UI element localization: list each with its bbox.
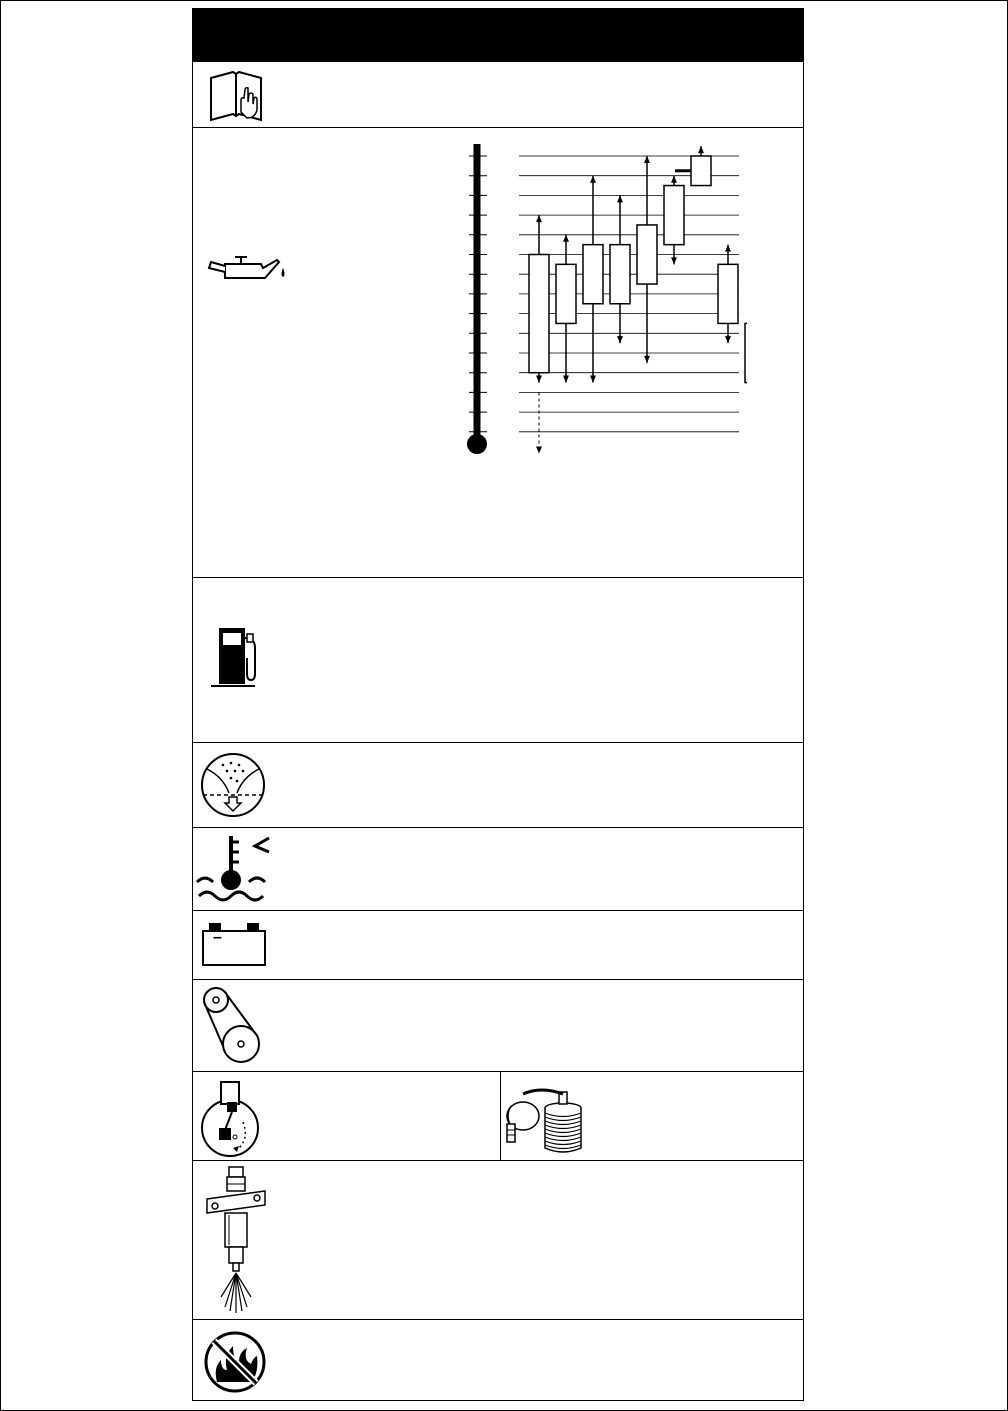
fuel-pump-icon — [211, 622, 259, 690]
maintenance-table — [192, 8, 804, 1401]
range-arrow-head — [590, 376, 596, 383]
range-box — [691, 156, 711, 186]
viscosity-chart — [457, 134, 747, 464]
range-box — [745, 323, 747, 382]
manual-hand-icon — [207, 68, 265, 122]
range-arrow-head — [725, 245, 731, 252]
no-flame-icon — [203, 1330, 267, 1394]
range-box — [718, 264, 738, 323]
section-battery — [193, 910, 803, 979]
range-open-end-arrow — [536, 447, 542, 454]
section-injector — [193, 1160, 803, 1319]
air-cleaner-icon — [501, 1082, 591, 1160]
section-valve-and-air-cleaner — [193, 1071, 803, 1160]
range-box — [529, 255, 549, 373]
range-arrow-head — [644, 356, 650, 363]
range-box — [610, 245, 630, 304]
battery-minus-sign: – — [213, 929, 222, 946]
section-fuel-filter — [193, 742, 803, 827]
range-arrow-head — [563, 376, 569, 383]
range-arrow-head — [725, 336, 731, 343]
range-arrow-head — [617, 195, 623, 202]
fuel-filter-icon — [199, 751, 267, 819]
range-arrow-head — [536, 215, 542, 222]
section-operators-manual — [193, 61, 803, 127]
injector-spray-icon — [203, 1165, 269, 1315]
thermometer-bulb — [467, 434, 487, 454]
range-arrow-head — [563, 235, 569, 242]
range-box — [637, 225, 657, 284]
range-arrow-head — [644, 156, 650, 163]
range-arrow-head — [671, 176, 677, 183]
section-coolant — [193, 827, 803, 910]
range-box — [556, 264, 576, 323]
range-arrow-head — [698, 146, 704, 153]
battery-icon — [201, 921, 267, 967]
range-box — [583, 245, 603, 304]
section-drive-belt — [193, 979, 803, 1071]
range-box — [664, 186, 684, 245]
section-fuel — [193, 577, 803, 742]
range-arrow-head — [536, 376, 542, 383]
drive-belt-icon — [201, 984, 263, 1066]
header-bar — [193, 9, 803, 61]
range-arrow-head — [617, 336, 623, 343]
section-engine-oil — [193, 127, 803, 577]
section-no-open-flame — [193, 1319, 803, 1402]
range-arrow-head — [671, 257, 677, 264]
valve-clearance-icon — [199, 1078, 261, 1160]
viscosity-chart-svg — [457, 134, 747, 464]
range-arrow-head — [590, 176, 596, 183]
oil-can-icon — [207, 248, 289, 288]
coolant-temperature-icon — [195, 830, 271, 904]
